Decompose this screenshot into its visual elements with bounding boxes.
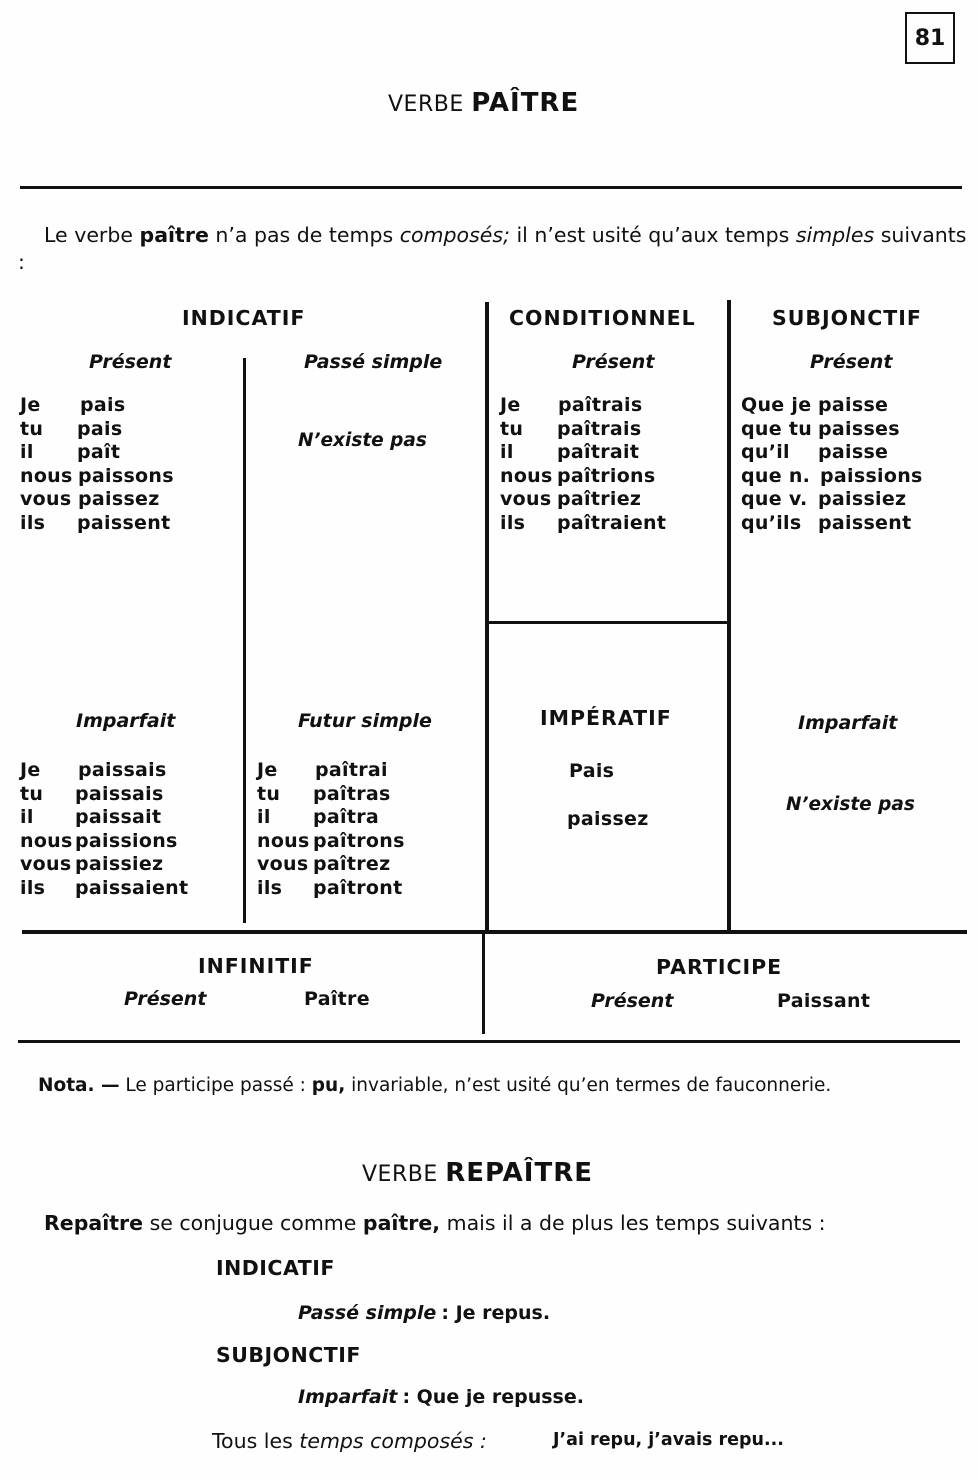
verb-form: paîtrez (313, 853, 391, 876)
indicatif-futur-simple-label: Futur simple (298, 710, 432, 732)
repaitre-composes-label: temps composés : (299, 1429, 487, 1453)
conj-row (20, 418, 174, 442)
conditionnel-header: CONDITIONNEL (509, 306, 696, 330)
verb-form: paissait (75, 806, 162, 829)
subjonctif-present-list (741, 394, 923, 536)
participe-value: Paissant (777, 990, 871, 1012)
pronoun: qu’ils (741, 511, 802, 534)
intro-text: Le verbe (44, 223, 140, 247)
pronoun: vous (500, 488, 552, 511)
verb-form: pais (80, 394, 126, 416)
repaitre-indicatif-header: INDICATIF (216, 1256, 335, 1280)
conj-row (20, 465, 174, 489)
repaitre-intro-verb: Repaître (44, 1211, 144, 1235)
conj-row (20, 488, 174, 512)
verb-form: paissez (78, 488, 160, 511)
conj-row (20, 830, 188, 854)
conj-row (741, 394, 923, 418)
nota-line (38, 1075, 831, 1096)
conj-row (257, 877, 405, 901)
verb-form: pais (77, 417, 123, 440)
repaitre-intro (44, 1211, 826, 1235)
imperatif-form-2: paissez (567, 808, 649, 830)
verb-form: paissons (78, 464, 174, 487)
verb-form: paisse (818, 394, 889, 416)
conj-row (741, 465, 923, 489)
verb-form: paîtraient (557, 511, 667, 534)
pronoun: que tu (741, 417, 813, 440)
participe-header: PARTICIPE (656, 955, 783, 979)
indicatif-divider (243, 358, 246, 923)
intro-text: n’a pas de temps (208, 223, 400, 247)
verb-form: paîtrais (558, 394, 643, 416)
indicatif-imparfait-label: Imparfait (76, 710, 176, 732)
repaitre-title-verb: REPAÎTRE (445, 1158, 593, 1188)
indicatif-present-label: Présent (89, 351, 172, 373)
indicatif-futur-simple-list (257, 759, 405, 901)
pronoun: Je (20, 394, 41, 416)
repaitre-intro-paitre: paître, (362, 1211, 441, 1235)
pronoun: vous (20, 488, 72, 511)
subjonctif-present-label: Présent (810, 351, 893, 373)
pronoun: ils (20, 876, 46, 899)
conj-row (20, 853, 188, 877)
conj-row (741, 488, 923, 512)
conj-row (257, 830, 405, 854)
repaitre-composes-prefix: Tous les (212, 1429, 293, 1453)
repaitre-composes-value: J’ai repu, j’avais repu... (553, 1430, 784, 1450)
repaitre-composes-line (212, 1429, 487, 1453)
intro-simples: simples (795, 223, 875, 247)
pronoun: ils (257, 876, 283, 899)
pronoun: nous (500, 464, 553, 487)
pronoun: nous (20, 829, 73, 852)
verb-form: paissiez (818, 488, 907, 511)
infinitif-value: Paître (304, 988, 370, 1010)
pronoun: tu (20, 782, 44, 805)
repaitre-title-prefix: VERBE (362, 1162, 438, 1187)
pronoun: ils (20, 511, 46, 534)
pronoun: Je (500, 394, 521, 416)
verb-form: paissions (820, 464, 923, 487)
conj-row (20, 783, 188, 807)
verb-form: paîtrai (315, 759, 388, 781)
verb-form: paissions (75, 829, 178, 852)
conj-row (20, 512, 174, 536)
verb-form: paîtrait (557, 441, 640, 464)
repaitre-title (362, 1158, 593, 1188)
subjonctif-imparfait-label: Imparfait (798, 712, 898, 734)
infinitif-present-label: Présent (124, 988, 207, 1010)
conj-row (20, 877, 188, 901)
verb-form: paîtrions (557, 464, 656, 487)
pronoun: que n. (741, 464, 811, 487)
pronoun: il (500, 441, 514, 464)
conj-row (257, 759, 405, 783)
verb-form: paîtront (313, 876, 403, 899)
repaitre-intro-text: mais il a de plus les temps suivants : (446, 1211, 826, 1235)
verb-form: paissent (818, 511, 912, 534)
pronoun: nous (20, 464, 73, 487)
conj-row (20, 394, 174, 418)
verb-form: paîtriez (557, 488, 642, 511)
repaitre-intro-text: se conjugue comme (149, 1211, 357, 1235)
imperatif-top-rule (489, 621, 729, 624)
subjonctif-imparfait-note: N’existe pas (786, 794, 915, 815)
repaitre-imparfait-value: : Que je repusse. (402, 1386, 584, 1408)
repaitre-passe-label: Passé simple (298, 1302, 437, 1324)
pronoun: Je (20, 759, 41, 781)
conj-row (20, 806, 188, 830)
verb-form: paît (77, 441, 121, 464)
lower-rule (18, 1040, 960, 1043)
nota-text: invariable, n’est usité qu’en termes de fauconnerie. (351, 1075, 832, 1096)
page-number: 81 (905, 12, 955, 64)
nota-label: Nota. — (38, 1075, 120, 1096)
conj-row (500, 441, 666, 465)
imperatif-header: IMPÉRATIF (540, 706, 672, 730)
verb-form: paîtrais (557, 417, 642, 440)
participe-present-label: Présent (591, 990, 674, 1012)
conditionnel-present-list (500, 394, 666, 536)
verb-form: paisses (818, 417, 900, 440)
passe-simple-note: N’existe pas (298, 430, 427, 451)
repaitre-imparfait-line (298, 1386, 584, 1408)
nota-text: Le participe passé : (125, 1075, 306, 1096)
pronoun: vous (20, 853, 72, 876)
verb-form: paisse (818, 441, 889, 464)
conj-row (741, 441, 923, 465)
intro-text: il n’est usité qu’aux temps (509, 223, 796, 247)
conj-row (500, 465, 666, 489)
intro-verb: paître (139, 223, 209, 247)
title-prefix: VERBE (388, 92, 464, 117)
pronoun: tu (500, 417, 524, 440)
conj-row (20, 441, 174, 465)
conditionnel-left-rule (485, 302, 489, 932)
conj-row (741, 418, 923, 442)
infinitif-header: INFINITIF (198, 954, 314, 978)
pronoun: il (20, 441, 34, 464)
conj-row (257, 806, 405, 830)
indicatif-header: INDICATIF (182, 306, 306, 330)
subjonctif-header: SUBJONCTIF (772, 306, 922, 330)
repaitre-passe-line (298, 1302, 550, 1324)
intro-text: suivants : (18, 223, 967, 274)
conj-row (500, 512, 666, 536)
pronoun: qu’il (741, 441, 790, 464)
repaitre-imparfait-label: Imparfait (298, 1386, 398, 1408)
pronoun: ils (500, 511, 526, 534)
conj-row (500, 488, 666, 512)
verb-form: paîtras (313, 782, 391, 805)
conj-row (500, 394, 666, 418)
indicatif-passe-simple-label: Passé simple (304, 351, 443, 373)
conj-row (500, 418, 666, 442)
nota-pu: pu, (311, 1075, 346, 1096)
conj-row (741, 512, 923, 536)
pronoun: Je (257, 759, 278, 781)
repaitre-subjonctif-header: SUBJONCTIF (216, 1343, 361, 1367)
infinitif-divider (482, 934, 485, 1034)
conj-row (257, 783, 405, 807)
intro-composes: composés; (399, 223, 510, 247)
verb-form: paissais (75, 782, 164, 805)
pronoun: que v. (741, 488, 808, 511)
pronoun: tu (20, 417, 44, 440)
verb-form: paîtrons (313, 829, 405, 852)
title-verb: PAÎTRE (471, 88, 580, 118)
top-rule (20, 186, 962, 189)
pronoun: vous (257, 853, 309, 876)
repaitre-passe-value: : Je repus. (441, 1302, 551, 1324)
pronoun: tu (257, 782, 281, 805)
intro-paragraph (18, 222, 968, 276)
subjonctif-left-rule (727, 300, 731, 932)
verb-form: paissent (77, 511, 171, 534)
indicatif-imparfait-list (20, 759, 188, 901)
verb-form: paissais (78, 759, 167, 781)
conditionnel-present-label: Présent (572, 351, 655, 373)
pronoun: il (257, 806, 271, 829)
verb-form: paissaient (75, 876, 189, 899)
verb-form: paîtra (313, 806, 380, 829)
conj-row (257, 853, 405, 877)
indicatif-present-list (20, 394, 174, 536)
pronoun: il (20, 806, 34, 829)
table-bottom-rule (22, 930, 967, 934)
verb-form: paissiez (75, 853, 164, 876)
imperatif-form-1: Pais (569, 760, 615, 782)
conj-row (20, 759, 188, 783)
pronoun: nous (257, 829, 310, 852)
page-title (388, 88, 579, 118)
pronoun: Que je (741, 394, 812, 416)
